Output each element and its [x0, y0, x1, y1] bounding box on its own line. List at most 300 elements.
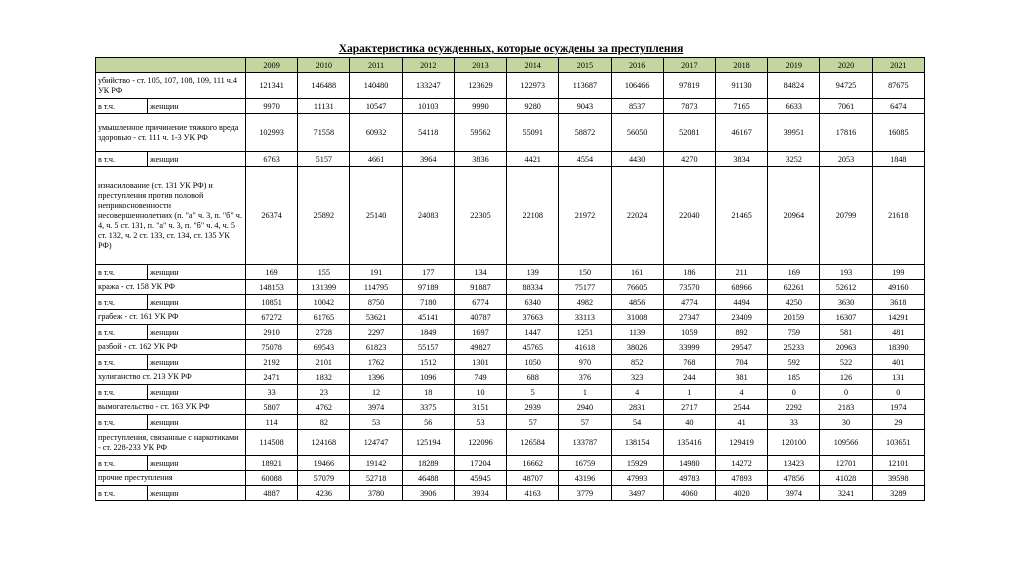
value-cell: 24083 — [402, 167, 454, 265]
sub-prefix: в т.ч. — [96, 265, 148, 280]
year-header: 2014 — [507, 58, 559, 73]
women-value-cell: 852 — [611, 355, 663, 370]
value-cell: 46167 — [715, 114, 767, 152]
value-cell: 131 — [872, 370, 924, 385]
value-cell: 25233 — [768, 340, 820, 355]
value-cell: 40787 — [454, 310, 506, 325]
value-cell: 68966 — [715, 280, 767, 295]
value-cell: 47856 — [768, 471, 820, 486]
value-cell: 749 — [454, 370, 506, 385]
crime-label: преступления, связанные с наркотиками - ст. 228-233 УК РФ — [96, 430, 246, 456]
crime-label: убийство - ст. 105, 107, 108, 109, 111 ч.4 УК РФ — [96, 73, 246, 99]
women-row — [96, 355, 925, 370]
women-value-cell: 3497 — [611, 486, 663, 501]
value-cell: 49827 — [454, 340, 506, 355]
women-value-cell: 2101 — [298, 355, 350, 370]
women-value-cell: 9990 — [454, 99, 506, 114]
year-header: 2020 — [820, 58, 872, 73]
women-value-cell: 1849 — [402, 325, 454, 340]
women-value-cell: 4 — [611, 385, 663, 400]
women-value-cell: 1050 — [507, 355, 559, 370]
value-cell: 87675 — [872, 73, 924, 99]
value-cell: 22024 — [611, 167, 663, 265]
women-value-cell: 581 — [820, 325, 872, 340]
table-row — [96, 167, 925, 265]
table-row — [96, 114, 925, 152]
women-value-cell: 7061 — [820, 99, 872, 114]
value-cell: 109566 — [820, 430, 872, 456]
women-value-cell: 169 — [768, 265, 820, 280]
women-value-cell: 169 — [246, 265, 298, 280]
value-cell: 54118 — [402, 114, 454, 152]
value-cell: 25892 — [298, 167, 350, 265]
value-cell: 88334 — [507, 280, 559, 295]
women-value-cell: 15929 — [611, 456, 663, 471]
women-label: женщин — [148, 265, 246, 280]
women-value-cell: 33 — [768, 415, 820, 430]
header-corner — [96, 58, 246, 73]
value-cell: 55091 — [507, 114, 559, 152]
women-value-cell: 193 — [820, 265, 872, 280]
women-value-cell: 9043 — [559, 99, 611, 114]
women-value-cell: 0 — [872, 385, 924, 400]
year-header: 2013 — [454, 58, 506, 73]
sub-prefix: в т.ч. — [96, 486, 148, 501]
value-cell: 244 — [663, 370, 715, 385]
value-cell: 2292 — [768, 400, 820, 415]
women-value-cell: 4250 — [768, 295, 820, 310]
women-row — [96, 385, 925, 400]
women-row — [96, 295, 925, 310]
women-value-cell: 8750 — [350, 295, 402, 310]
value-cell: 126 — [820, 370, 872, 385]
women-value-cell: 592 — [768, 355, 820, 370]
value-cell: 26374 — [246, 167, 298, 265]
women-value-cell: 211 — [715, 265, 767, 280]
value-cell: 97189 — [402, 280, 454, 295]
women-value-cell: 5 — [507, 385, 559, 400]
crime-label: прочие преступления — [96, 471, 246, 486]
women-label: женщин — [148, 415, 246, 430]
women-value-cell: 2192 — [246, 355, 298, 370]
value-cell: 59562 — [454, 114, 506, 152]
women-value-cell: 759 — [768, 325, 820, 340]
value-cell: 123629 — [454, 73, 506, 99]
women-value-cell: 7873 — [663, 99, 715, 114]
convictions-table — [95, 57, 925, 501]
women-value-cell: 16662 — [507, 456, 559, 471]
value-cell: 124168 — [298, 430, 350, 456]
crime-label: умышленное причинение тяжкого вреда здоровью - ст. 111 ч. 1-3 УК РФ — [96, 114, 246, 152]
women-value-cell: 4163 — [507, 486, 559, 501]
value-cell: 38026 — [611, 340, 663, 355]
women-value-cell: 4887 — [246, 486, 298, 501]
value-cell: 120100 — [768, 430, 820, 456]
value-cell: 16085 — [872, 114, 924, 152]
value-cell: 21465 — [715, 167, 767, 265]
table-row — [96, 370, 925, 385]
women-value-cell: 704 — [715, 355, 767, 370]
women-value-cell: 12 — [350, 385, 402, 400]
value-cell: 2717 — [663, 400, 715, 415]
women-value-cell: 522 — [820, 355, 872, 370]
table-row — [96, 73, 925, 99]
women-value-cell: 4020 — [715, 486, 767, 501]
women-value-cell: 1139 — [611, 325, 663, 340]
value-cell: 41618 — [559, 340, 611, 355]
value-cell: 52612 — [820, 280, 872, 295]
crime-label: разбой - ст. 162 УК РФ — [96, 340, 246, 355]
value-cell: 43196 — [559, 471, 611, 486]
women-value-cell: 4661 — [350, 152, 402, 167]
value-cell: 14291 — [872, 310, 924, 325]
women-value-cell: 1697 — [454, 325, 506, 340]
women-value-cell: 186 — [663, 265, 715, 280]
value-cell: 33999 — [663, 340, 715, 355]
value-cell: 2939 — [507, 400, 559, 415]
women-value-cell: 53 — [350, 415, 402, 430]
women-value-cell: 3906 — [402, 486, 454, 501]
women-value-cell: 970 — [559, 355, 611, 370]
women-value-cell: 3836 — [454, 152, 506, 167]
women-value-cell: 3964 — [402, 152, 454, 167]
table-row — [96, 310, 925, 325]
women-value-cell: 14980 — [663, 456, 715, 471]
women-value-cell: 5157 — [298, 152, 350, 167]
table-row — [96, 340, 925, 355]
sub-prefix: в т.ч. — [96, 385, 148, 400]
value-cell: 22040 — [663, 167, 715, 265]
value-cell: 76605 — [611, 280, 663, 295]
value-cell: 60088 — [246, 471, 298, 486]
value-cell: 129419 — [715, 430, 767, 456]
value-cell: 3151 — [454, 400, 506, 415]
value-cell: 46488 — [402, 471, 454, 486]
women-value-cell: 1762 — [350, 355, 402, 370]
women-value-cell: 3780 — [350, 486, 402, 501]
value-cell: 376 — [559, 370, 611, 385]
women-value-cell: 1848 — [872, 152, 924, 167]
value-cell: 148153 — [246, 280, 298, 295]
women-value-cell: 4 — [715, 385, 767, 400]
women-value-cell: 57 — [507, 415, 559, 430]
year-header: 2010 — [298, 58, 350, 73]
women-value-cell: 3630 — [820, 295, 872, 310]
year-header: 2018 — [715, 58, 767, 73]
value-cell: 3974 — [350, 400, 402, 415]
women-value-cell: 4236 — [298, 486, 350, 501]
women-label: женщин — [148, 325, 246, 340]
women-row — [96, 486, 925, 501]
value-cell: 23409 — [715, 310, 767, 325]
women-value-cell: 6763 — [246, 152, 298, 167]
women-value-cell: 18289 — [402, 456, 454, 471]
women-value-cell: 53 — [454, 415, 506, 430]
women-row — [96, 152, 925, 167]
value-cell: 20799 — [820, 167, 872, 265]
table-row — [96, 400, 925, 415]
women-value-cell: 7180 — [402, 295, 454, 310]
women-value-cell: 6774 — [454, 295, 506, 310]
value-cell: 103651 — [872, 430, 924, 456]
value-cell: 75177 — [559, 280, 611, 295]
women-value-cell: 17204 — [454, 456, 506, 471]
women-value-cell: 12701 — [820, 456, 872, 471]
value-cell: 52718 — [350, 471, 402, 486]
value-cell: 48707 — [507, 471, 559, 486]
sub-prefix: в т.ч. — [96, 295, 148, 310]
women-value-cell: 4774 — [663, 295, 715, 310]
women-value-cell: 4554 — [559, 152, 611, 167]
table-row — [96, 471, 925, 486]
value-cell: 113687 — [559, 73, 611, 99]
women-value-cell: 892 — [715, 325, 767, 340]
value-cell: 1832 — [298, 370, 350, 385]
women-value-cell: 3252 — [768, 152, 820, 167]
value-cell: 21618 — [872, 167, 924, 265]
value-cell: 45945 — [454, 471, 506, 486]
value-cell: 2471 — [246, 370, 298, 385]
value-cell: 131399 — [298, 280, 350, 295]
women-value-cell: 54 — [611, 415, 663, 430]
table-row — [96, 280, 925, 295]
value-cell: 47993 — [611, 471, 663, 486]
women-value-cell: 134 — [454, 265, 506, 280]
value-cell: 45141 — [402, 310, 454, 325]
value-cell: 18390 — [872, 340, 924, 355]
women-value-cell: 114 — [246, 415, 298, 430]
women-value-cell: 401 — [872, 355, 924, 370]
women-value-cell: 7165 — [715, 99, 767, 114]
sub-prefix: в т.ч. — [96, 152, 148, 167]
women-value-cell: 0 — [768, 385, 820, 400]
value-cell: 2940 — [559, 400, 611, 415]
women-value-cell: 14272 — [715, 456, 767, 471]
value-cell: 125194 — [402, 430, 454, 456]
women-value-cell: 4270 — [663, 152, 715, 167]
women-value-cell: 2297 — [350, 325, 402, 340]
crime-label: кража - ст. 158 УК РФ — [96, 280, 246, 295]
women-label: женщин — [148, 456, 246, 471]
women-value-cell: 4421 — [507, 152, 559, 167]
women-value-cell: 481 — [872, 325, 924, 340]
women-value-cell: 10042 — [298, 295, 350, 310]
women-value-cell: 4494 — [715, 295, 767, 310]
value-cell: 5807 — [246, 400, 298, 415]
value-cell: 106466 — [611, 73, 663, 99]
women-value-cell: 191 — [350, 265, 402, 280]
value-cell: 56050 — [611, 114, 663, 152]
women-value-cell: 161 — [611, 265, 663, 280]
women-value-cell: 3974 — [768, 486, 820, 501]
table-body — [96, 73, 925, 501]
women-value-cell: 9970 — [246, 99, 298, 114]
women-value-cell: 2910 — [246, 325, 298, 340]
value-cell: 37663 — [507, 310, 559, 325]
value-cell: 21972 — [559, 167, 611, 265]
women-value-cell: 2728 — [298, 325, 350, 340]
year-header: 2016 — [611, 58, 663, 73]
value-cell: 49160 — [872, 280, 924, 295]
women-value-cell: 2053 — [820, 152, 872, 167]
year-header: 2011 — [350, 58, 402, 73]
women-value-cell: 57 — [559, 415, 611, 430]
value-cell: 126584 — [507, 430, 559, 456]
sub-prefix: в т.ч. — [96, 355, 148, 370]
value-cell: 41028 — [820, 471, 872, 486]
women-value-cell: 82 — [298, 415, 350, 430]
value-cell: 4762 — [298, 400, 350, 415]
value-cell: 31008 — [611, 310, 663, 325]
women-label: женщин — [148, 152, 246, 167]
women-label: женщин — [148, 385, 246, 400]
women-value-cell: 40 — [663, 415, 715, 430]
value-cell: 58872 — [559, 114, 611, 152]
value-cell: 114795 — [350, 280, 402, 295]
women-value-cell: 19466 — [298, 456, 350, 471]
value-cell: 135416 — [663, 430, 715, 456]
value-cell: 121341 — [246, 73, 298, 99]
value-cell: 20159 — [768, 310, 820, 325]
women-value-cell: 18 — [402, 385, 454, 400]
year-header: 2009 — [246, 58, 298, 73]
women-row — [96, 99, 925, 114]
women-value-cell: 6474 — [872, 99, 924, 114]
women-row — [96, 415, 925, 430]
women-value-cell: 12101 — [872, 456, 924, 471]
women-value-cell: 29 — [872, 415, 924, 430]
sub-prefix: в т.ч. — [96, 99, 148, 114]
women-value-cell: 56 — [402, 415, 454, 430]
table-row — [96, 430, 925, 456]
value-cell: 97819 — [663, 73, 715, 99]
women-value-cell: 768 — [663, 355, 715, 370]
value-cell: 29547 — [715, 340, 767, 355]
value-cell: 122973 — [507, 73, 559, 99]
women-value-cell: 4856 — [611, 295, 663, 310]
value-cell: 16307 — [820, 310, 872, 325]
women-label: женщин — [148, 486, 246, 501]
women-value-cell: 0 — [820, 385, 872, 400]
value-cell: 47893 — [715, 471, 767, 486]
value-cell: 57079 — [298, 471, 350, 486]
women-value-cell: 41 — [715, 415, 767, 430]
crime-label: вымогательство - ст. 163 УК РФ — [96, 400, 246, 415]
women-value-cell: 3289 — [872, 486, 924, 501]
value-cell: 22108 — [507, 167, 559, 265]
women-value-cell: 3834 — [715, 152, 767, 167]
sub-prefix: в т.ч. — [96, 415, 148, 430]
women-value-cell: 33 — [246, 385, 298, 400]
value-cell: 71558 — [298, 114, 350, 152]
women-value-cell: 9280 — [507, 99, 559, 114]
value-cell: 138154 — [611, 430, 663, 456]
women-value-cell: 4982 — [559, 295, 611, 310]
year-header: 2015 — [559, 58, 611, 73]
value-cell: 146488 — [298, 73, 350, 99]
women-value-cell: 1301 — [454, 355, 506, 370]
women-value-cell: 3934 — [454, 486, 506, 501]
women-label: женщин — [148, 355, 246, 370]
year-header: 2017 — [663, 58, 715, 73]
value-cell: 67272 — [246, 310, 298, 325]
value-cell: 61765 — [298, 310, 350, 325]
value-cell: 2183 — [820, 400, 872, 415]
women-value-cell: 1447 — [507, 325, 559, 340]
value-cell: 133787 — [559, 430, 611, 456]
women-row — [96, 265, 925, 280]
table-title: Характеристика осужденных, которые осуждены за преступления — [338, 43, 684, 55]
value-cell: 2831 — [611, 400, 663, 415]
value-cell: 91887 — [454, 280, 506, 295]
value-cell: 45765 — [507, 340, 559, 355]
value-cell: 20964 — [768, 167, 820, 265]
sub-prefix: в т.ч. — [96, 325, 148, 340]
women-value-cell: 16759 — [559, 456, 611, 471]
women-value-cell: 23 — [298, 385, 350, 400]
women-value-cell: 1512 — [402, 355, 454, 370]
women-value-cell: 1251 — [559, 325, 611, 340]
value-cell: 1096 — [402, 370, 454, 385]
women-value-cell: 150 — [559, 265, 611, 280]
women-value-cell: 10 — [454, 385, 506, 400]
women-value-cell: 3241 — [820, 486, 872, 501]
value-cell: 61823 — [350, 340, 402, 355]
women-value-cell: 10103 — [402, 99, 454, 114]
value-cell: 33113 — [559, 310, 611, 325]
women-value-cell: 10547 — [350, 99, 402, 114]
women-value-cell: 1059 — [663, 325, 715, 340]
value-cell: 84824 — [768, 73, 820, 99]
women-value-cell: 18921 — [246, 456, 298, 471]
crime-label: хулиганство ст. 213 УК РФ — [96, 370, 246, 385]
value-cell: 3375 — [402, 400, 454, 415]
value-cell: 323 — [611, 370, 663, 385]
women-value-cell: 13423 — [768, 456, 820, 471]
value-cell: 39598 — [872, 471, 924, 486]
women-value-cell: 4060 — [663, 486, 715, 501]
year-header: 2012 — [402, 58, 454, 73]
women-label: женщин — [148, 295, 246, 310]
women-value-cell: 3618 — [872, 295, 924, 310]
year-header: 2021 — [872, 58, 924, 73]
value-cell: 124747 — [350, 430, 402, 456]
value-cell: 22305 — [454, 167, 506, 265]
value-cell: 94725 — [820, 73, 872, 99]
value-cell: 114508 — [246, 430, 298, 456]
value-cell: 1974 — [872, 400, 924, 415]
women-value-cell: 19142 — [350, 456, 402, 471]
value-cell: 91130 — [715, 73, 767, 99]
women-value-cell: 177 — [402, 265, 454, 280]
women-value-cell: 139 — [507, 265, 559, 280]
women-value-cell: 4430 — [611, 152, 663, 167]
value-cell: 17816 — [820, 114, 872, 152]
women-value-cell: 1 — [663, 385, 715, 400]
women-value-cell: 8537 — [611, 99, 663, 114]
value-cell: 73570 — [663, 280, 715, 295]
women-value-cell: 6340 — [507, 295, 559, 310]
value-cell: 381 — [715, 370, 767, 385]
value-cell: 62261 — [768, 280, 820, 295]
crime-label: изнасилование (ст. 131 УК РФ) и преступления против половой неприкосновенности несовершеннолетних (п. "а" ч. 3, п. "б" ч. 4, ч. 5 ст. 131, п. "а" ч. 3, п. "б" ч. 4, ч. 5 ст. 132, ч. 2 ст. 133, ст. 134, ст. 135 УК РФ) — [96, 167, 246, 265]
women-value-cell: 10851 — [246, 295, 298, 310]
sub-prefix: в т.ч. — [96, 456, 148, 471]
value-cell: 122096 — [454, 430, 506, 456]
women-value-cell: 1 — [559, 385, 611, 400]
value-cell: 1396 — [350, 370, 402, 385]
value-cell: 53621 — [350, 310, 402, 325]
